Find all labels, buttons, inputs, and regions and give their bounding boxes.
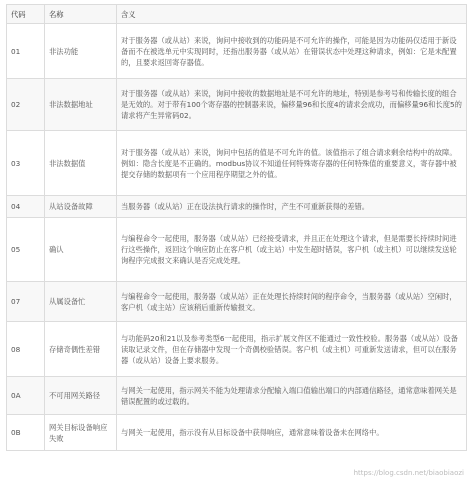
header-name: 名称 [45,5,117,24]
table-row [7,79,467,131]
table-row [7,218,467,282]
cell-meaning: 对于服务器（或从站）来说，询问中接收到的功能码是不可允许的操作，可能是因为功能码仅适用于新设备而不在被选单元中实现同时，还指出服务器（或从站）在错误状态中处理这种请求，例如：它是未配置的，且要求返回寄存器值。 [117,24,467,79]
source-watermark: https://blog.csdn.net/biaobiaozi [353,469,464,477]
cell-code: 0B [7,415,45,451]
cell-code: 0A [7,377,45,415]
header-meaning: 含义 [117,5,467,24]
table-row [7,322,467,377]
cell-meaning: 与网关一起使用，指示没有从目标设备中获得响应，通常意味着设备未在网络中。 [117,415,467,451]
cell-meaning: 与网关一起使用，指示网关不能为处理请求分配输入端口值输出端口的内部通信路径，通常意味着网关是错误配置的或过载的。 [117,377,467,415]
modbus-exception-code-table [6,4,467,451]
cell-name: 非法数据地址 [45,79,117,131]
cell-code: 02 [7,79,45,131]
table-row [7,196,467,218]
cell-name: 存储奇偶性差错 [45,322,117,377]
cell-name: 从属设备忙 [45,282,117,322]
cell-code: 08 [7,322,45,377]
table-header-row [7,5,467,24]
table-row [7,282,467,322]
cell-name: 不可用网关路径 [45,377,117,415]
cell-meaning: 与功能码20和21以及参考类型6一起使用，指示扩展文件区不能通过一致性校验。服务器（或从站）设备读取记录文件，但在存储器中发现一个奇偶校验错误。客户机（或主机）可重新发送请求，但可以在服务器（或从站）设备上要求服务。 [117,322,467,377]
cell-code: 05 [7,218,45,282]
cell-name: 从站设备故障 [45,196,117,218]
header-code: 代码 [7,5,45,24]
cell-name: 非法功能 [45,24,117,79]
cell-code: 01 [7,24,45,79]
cell-meaning: 与编程命令一起使用，服务器（或从站）已经接受请求，并且正在处理这个请求，但是需要长持续时间进行这些操作，返回这个响应防止在客户机（或主站）中发生超时错误，客户机（或主机）可以继续发送轮询程序完成报文来确认是否完成处理。 [117,218,467,282]
cell-meaning: 对于服务器（或从站）来说，询问中接收的数据地址是不可允许的地址，特别是参考号和传输长度的组合是无效的。对于带有100个寄存器的控制器来说，偏移量96和长度4的请求会成功，而偏移量96和长度5的请求将产生异常码02。 [117,79,467,131]
cell-name: 网关目标设备响应失败 [45,415,117,451]
table-row [7,24,467,79]
cell-name: 确认 [45,218,117,282]
cell-code: 04 [7,196,45,218]
table-row [7,415,467,451]
cell-code: 03 [7,131,45,196]
cell-code: 07 [7,282,45,322]
cell-name: 非法数据值 [45,131,117,196]
cell-meaning: 与编程命令一起使用，服务器（或从站）正在处理长持续时间的程序命令，当服务器（或从站）空闲时，客户机（或主站）应该稍后重新传输报文。 [117,282,467,322]
cell-meaning: 对于服务器（或从站）来说，询问中包括的值是不可允许的值。该值指示了组合请求剩余结构中的故障。例如：隐含长度是不正确的。modbus协议不知道任何特殊寄存器的任何特殊值的重要意义，寄存器中被提交存储的数据项有一个应用程序期望之外的值。 [117,131,467,196]
table-row [7,377,467,415]
cell-meaning: 当服务器（或从站）正在设法执行请求的操作时，产生不可重新获得的差错。 [117,196,467,218]
table-row [7,131,467,196]
